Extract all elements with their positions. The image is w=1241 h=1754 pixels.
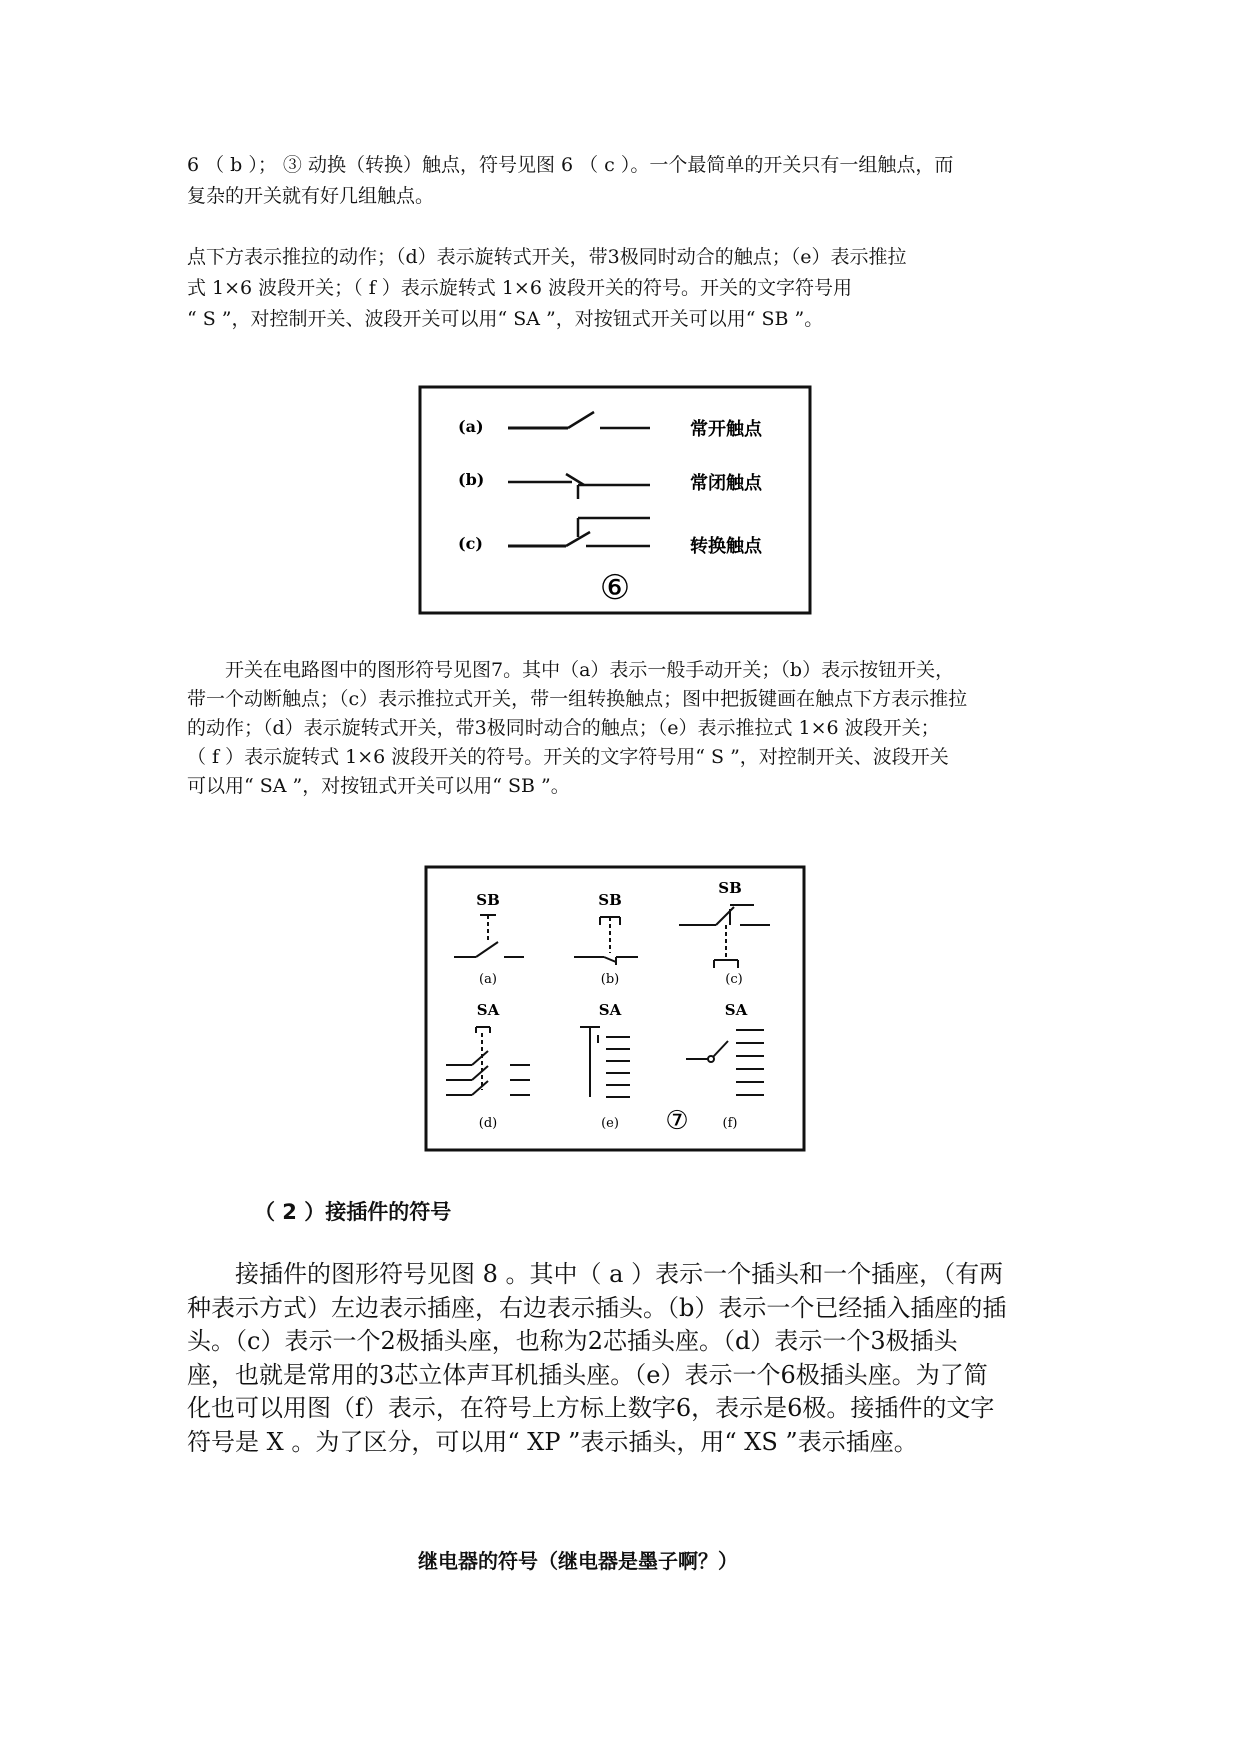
text-line: 带一个动断触点；（c）表示推拉式开关，带一组转换触点；图中把扳键画在触点下方表示推拉 [187,688,968,710]
text-line: 可以用“ SA ”，对按钮式开关可以用“ SB ”。 [187,775,570,797]
text-line: 种表示方式）左边表示插座，右边表示插头。（b）表示一个已经插入插座的插 [187,1293,1007,1322]
section-heading-relay: 继电器的符号（继电器是墨子啊？） [418,1549,738,1573]
figure-label-a: (a) [458,417,484,436]
sublabel-a: (a) [479,972,497,987]
push-button-nc-switch-symbol [574,917,638,965]
figure-6-contacts [418,385,812,615]
text-line: 化也可以用图（f）表示，在符号上方标上数字6，表示是6极。接插件的文字 [187,1394,995,1422]
caption-normally-open: 常开触点 [690,419,762,440]
text-line: 头。（c）表示一个2极插头座，也称为2芯插头座。（d）表示一个3极插头 [187,1327,958,1355]
text-line: 开关在电路图中的图形符号见图7。其中（a）表示一般手动开关；（b）表示按钮开关， [187,659,955,681]
sublabel-c: (c) [725,972,743,987]
paragraph-connector-symbols [187,1258,1077,1459]
label-sa-f: SA [724,1001,748,1019]
text-line: 符号是 X 。为了区分，可以用“ XP ”表示插头，用“ XS ”表示插座。 [187,1427,918,1456]
label-sb-b: SB [598,891,622,909]
figure-label-c: (c) [458,534,483,553]
text-line: 点下方表示推拉的动作；（d）表示旋转式开关，带3极同时动合的触点；（e）表示推拉 [187,246,907,268]
section-heading-connectors: （ 2 ）接插件的符号 [254,1200,452,1224]
pull-band-switch-symbol [580,1027,630,1097]
contact-blade [568,412,594,428]
rotary-band-switch-symbol [686,1030,764,1095]
rotary-3-pole-switch-symbol [446,1027,530,1095]
figure-number: ⑥ [599,568,631,608]
text-line: （ f ）表示旋转式 1×6 波段开关的符号。开关的文字符号用“ S ”，对控制开关、波段开关 [187,746,949,768]
label-sb-a: SB [476,891,500,909]
figure-6-drawing [418,385,812,615]
text-line: 式 1×6 波段开关；（ f ）表示旋转式 1×6 波段开关的符号。开关的文字符号用 [187,277,852,299]
sublabel-e: (e) [601,1116,619,1131]
pull-switch-symbol [679,905,770,968]
caption-changeover: 转换触点 [690,536,762,557]
paragraph-contacts-intro [187,150,1077,212]
text-line: “ S ”，对控制开关、波段开关可以用“ SA ”，对按钮式开关可以用“ SB ”。 [187,308,824,330]
contact-blade [566,474,584,485]
text-line: 复杂的开关就有好几组触点。 [187,185,435,207]
figure-7-switches [424,865,806,1152]
sublabel-f: (f) [722,1116,738,1131]
text-line: 6 （ b ）； ③ 动换（转换）触点，符号见图 6 （ c ）。一个最简单的开关只有一组触点，而 [187,154,954,176]
paragraph-switch-symbols-fragment [187,242,1077,335]
sublabel-b: (b) [600,972,620,987]
paragraph-figure-7-description [187,656,1077,801]
label-sa-d: SA [476,1001,500,1019]
text-line: 接插件的图形符号见图 8 。其中（ a ）表示一个插头和一个插座，（有两 [187,1260,1004,1288]
text-line: 座，也就是常用的3芯立体声耳机插头座。（e）表示一个6极插头座。为了简 [187,1360,988,1389]
figure-number: ⑦ [665,1106,689,1136]
figure-7-drawing [424,865,806,1152]
label-sa-e: SA [598,1001,622,1019]
text-line: 的动作；（d）表示旋转式开关，带3极同时动合的触点；（e）表示推拉式 1×6 波段开关； [187,717,940,739]
figure-label-b: (b) [458,470,485,489]
label-sb-c: SB [718,879,742,897]
push-button-switch-symbol [454,915,524,957]
sublabel-d: (d) [478,1116,498,1131]
caption-normally-closed: 常闭触点 [690,473,762,494]
